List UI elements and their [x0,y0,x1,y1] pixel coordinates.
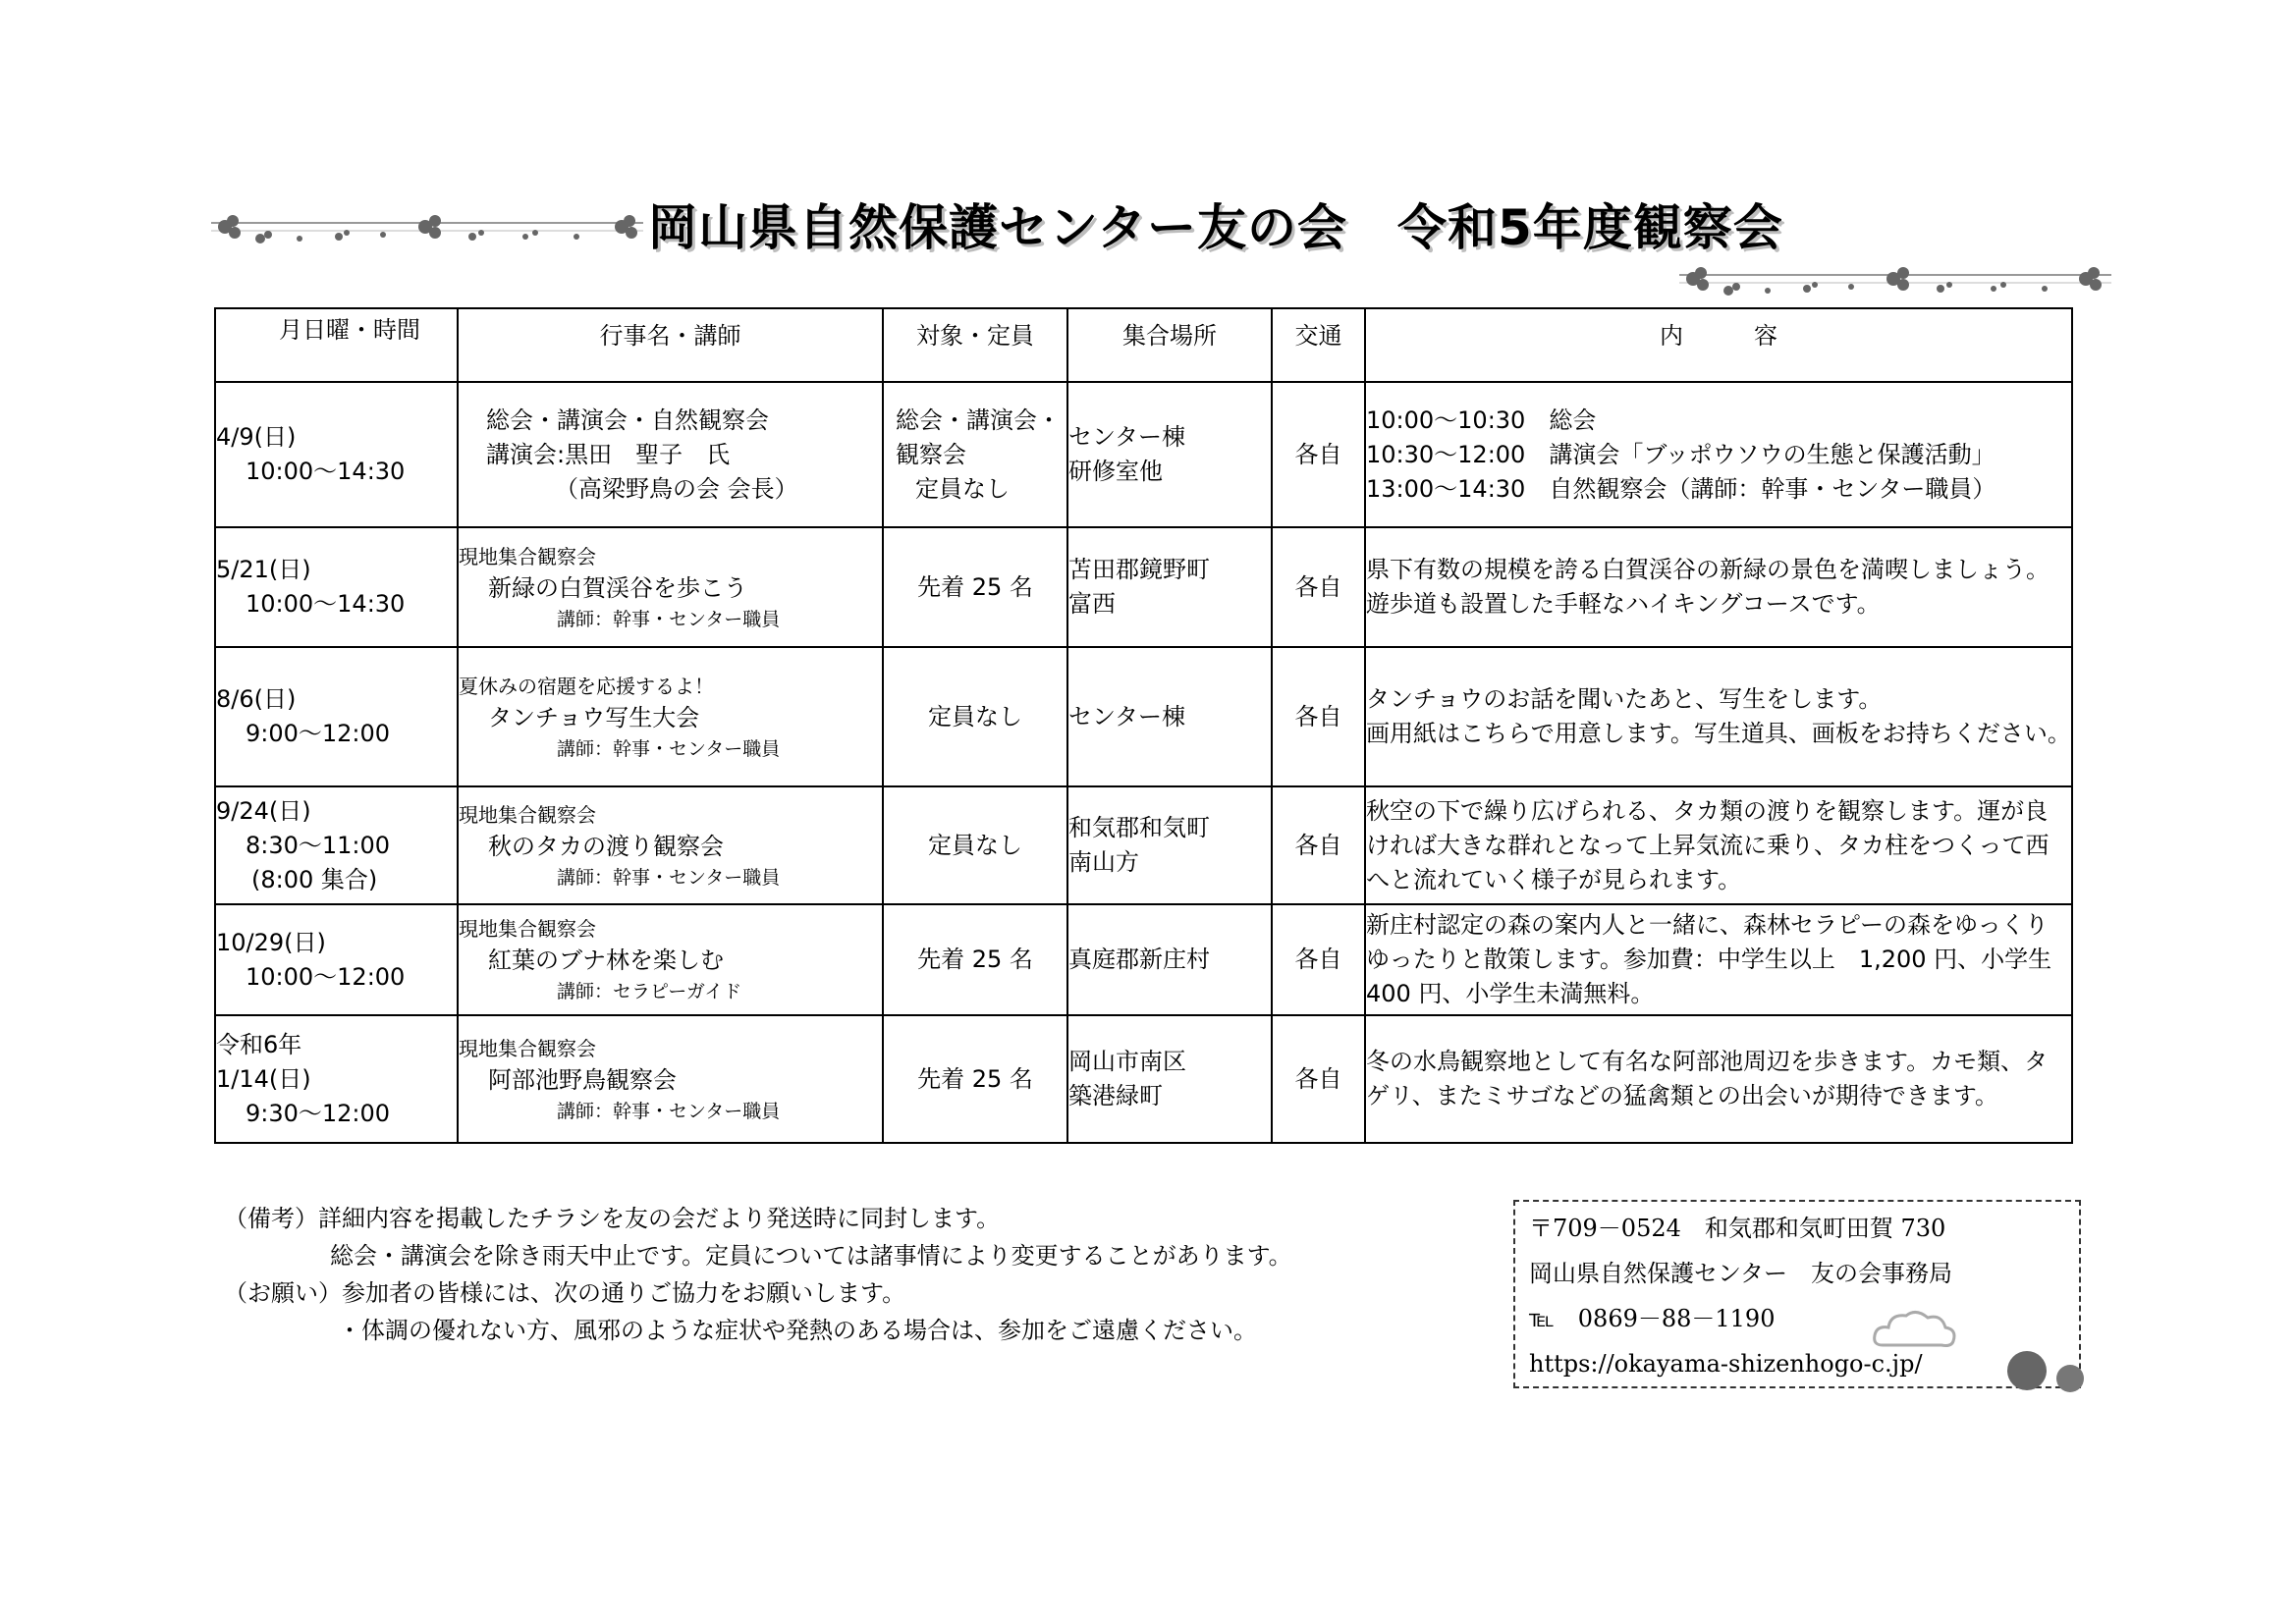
content-cell: 新庄村認定の森の案内人と一緒に、森林セラピーの森をゆっくりゆったりと散策します。参加費：中学生以上 1,200 円、小学生 400 円、小学生未満無料。 [1365,904,2072,1015]
time: 10:00～12:00 [246,962,406,991]
table-row [215,1015,2072,1143]
place-line: センター棟 [1068,423,1186,451]
date: 4/9(日) [216,423,297,451]
time: 9:00～12:00 [246,720,391,747]
transport-cell: 各自 [1272,647,1365,786]
content-cell [1365,647,2072,786]
date-cell [215,904,458,1015]
content-line: タンチョウのお話を聞いたあと、写生をします。 [1366,685,1883,713]
table-row [215,647,2072,786]
time: 10:00～14:30 [246,458,406,485]
contact-phone: ℡ 0869－88－1190 [1529,1305,1776,1332]
header-transport: 交通 [1272,308,1365,382]
transport-cell: 各自 [1272,904,1365,1015]
transport-cell: 各自 [1272,1015,1365,1143]
event-lecturer: 講師：幹事・センター職員 [557,737,781,760]
place-line: 苫田郡鏡野町 [1068,556,1210,583]
event-lecturer: 講師：セラピーガイド [557,981,742,1002]
event-cell [458,904,883,1015]
time: 10:00～14:30 [246,590,406,618]
header-place: 集合場所 [1067,308,1272,382]
target-line: 観察会 [896,440,966,468]
date: 1/14(日) [216,1064,311,1093]
content-cell [1365,382,2072,527]
page-title: 岡山県自然保護センター友の会 令和5年度観察会 [648,199,1783,256]
content-cell: 冬の水鳥観察地として有名な阿部池周辺を歩きます。カモ類、タゲリ、またミサゴなどの猛禽類との出会いが期待できます。 [1365,1015,2072,1143]
content-cell: 県下有数の規模を誇る白賀渓谷の新緑の景色を満喫しましょう。遊歩道も設置した手軽なハイキングコースです。 [1365,527,2072,647]
time: 8:30～11:00 [246,831,391,859]
event-cell [458,382,883,527]
table-row [215,786,2072,904]
date-cell [215,647,458,786]
place-cell [1067,786,1272,904]
event-type: 現地集合観察会 [459,917,596,941]
transport-cell: 各自 [1272,527,1365,647]
place-line: 南山方 [1068,848,1139,876]
event-cell [458,1015,883,1143]
date: 5/21(日) [216,556,311,583]
event-type: 現地集合観察会 [459,1036,596,1060]
event-type: 現地集合観察会 [459,544,596,568]
content-cell: 秋空の下で繰り広げられる、タカ類の渡りを観察します。運が良ければ大きな群れとなって上昇気流に乗り、タカ柱をつくって西へと流れていく様子が見られます。 [1365,786,2072,904]
decorative-dots-icon [2003,1345,2092,1404]
event-title: 秋のタカの渡り観察会 [488,832,724,860]
place-cell: センター棟 [1067,647,1272,786]
place-line: 築港緑町 [1068,1082,1163,1109]
event-type: 現地集合観察会 [459,802,596,827]
note-health: ・体調の優れない方、風邪のような症状や発熱のある場合は、参加をご遠慮ください。 [338,1317,1257,1344]
flower-line-decoration-left [211,201,643,260]
event-title: 紅葉のブナ林を楽しむ [488,947,724,974]
place-cell [1067,527,1272,647]
content-line: 画用紙はこちらで用意します。写生道具、画板をお持ちください。 [1366,720,2071,747]
contact-box [1513,1200,2081,1388]
table-row [215,382,2072,527]
cloud-icon [1871,1306,1959,1355]
contact-address: 〒709－0524 和気郡和気町田賀 730 [1529,1215,1946,1242]
event-cell [458,647,883,786]
event-title: 新緑の白賀渓谷を歩こう [488,573,747,602]
event-affiliation: （高梁野鳥の会 会長） [555,474,798,503]
note-remarks: （備考）詳細内容を掲載したチラシを友の会だより発送時に同封します。 [224,1205,1001,1232]
place-cell [1067,1015,1272,1143]
contact-organization: 岡山県自然保護センター 友の会事務局 [1529,1260,1953,1287]
note-rain: 総会・講演会を除き雨天中止です。定員については諸事情により変更することがあります。 [330,1242,1292,1270]
header-event: 行事名・講師 [458,308,883,382]
target-line: 定員なし [915,474,1010,503]
date-cell [215,1015,458,1143]
gather-time: (8:00 集合) [251,865,378,893]
target-cell [883,382,1067,527]
event-lecturer: 講師：幹事・センター職員 [557,866,781,889]
content-line: 13:00～14:30 自然観察会（講師：幹事・センター職員） [1366,474,1996,503]
date: 8/6(日) [216,685,297,713]
content-line: 10:00～10:30 総会 [1366,406,1597,434]
place-line: 富西 [1068,590,1116,618]
event-cell [458,786,883,904]
event-title: 阿部池野鳥観察会 [488,1065,677,1094]
date-year: 令和6年 [216,1030,302,1058]
date: 9/24(日) [216,796,311,825]
note-request: （お願い）参加者の皆様には、次の通りご協力をお願いします。 [224,1279,906,1307]
header-target: 対象・定員 [883,308,1067,382]
header-date: 月日曜・時間 [215,308,458,382]
header-content: 内 容 [1365,308,2072,382]
event-type: 夏休みの宿題を応援するよ！ [459,674,714,698]
time: 9:30～12:00 [246,1099,391,1127]
target-cell: 定員なし [883,647,1067,786]
event-lecturer: 講師：幹事・センター職員 [557,608,781,630]
target-cell: 先着 25 名 [883,904,1067,1015]
event-title: タンチョウ写生大会 [488,703,700,731]
date: 10/29(日) [216,928,326,956]
place-cell [1067,382,1272,527]
date-cell [215,786,458,904]
event-cell [458,527,883,647]
table-row [215,527,2072,647]
content-line: 10:30～12:00 講演会「ブッポウソウの生態と保護活動」 [1366,440,1995,468]
place-line: 岡山市南区 [1068,1048,1186,1075]
table-header-row [215,308,2072,382]
date-cell [215,382,458,527]
event-schedule-table [214,307,2073,1144]
event-lecturer: 講演会:黒田 聖子 氏 [486,440,731,468]
transport-cell: 各自 [1272,786,1365,904]
target-cell: 先着 25 名 [883,1015,1067,1143]
target-line: 総会・講演会・ [896,406,1061,434]
place-line: 和気郡和気町 [1068,814,1210,841]
event-title: 総会・講演会・自然観察会 [486,406,769,434]
place-line: 研修室他 [1068,458,1163,485]
flower-line-decoration-right [1679,253,2111,312]
table-row [215,904,2072,1015]
place-cell: 真庭郡新庄村 [1067,904,1272,1015]
target-cell: 定員なし [883,786,1067,904]
contact-url[interactable]: https://okayama-shizenhogo-c.jp/ [1529,1350,1923,1378]
event-lecturer: 講師：幹事・センター職員 [557,1100,781,1122]
notes-section [224,1200,1530,1349]
target-cell: 先着 25 名 [883,527,1067,647]
transport-cell: 各自 [1272,382,1365,527]
date-cell [215,527,458,647]
